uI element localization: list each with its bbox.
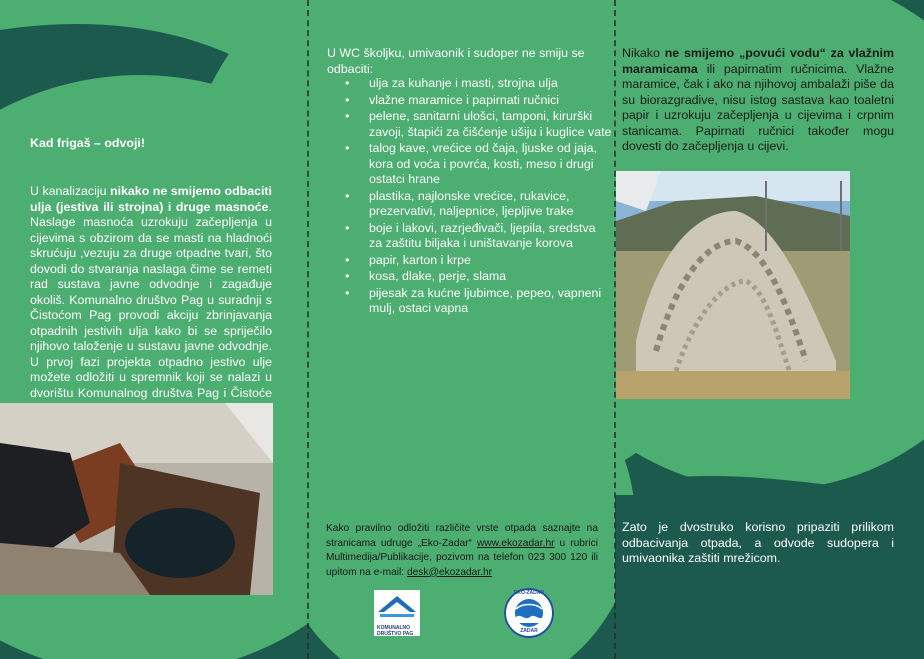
middle-footer-text: Kako pravilno odložiti različite vrste otpada saznajte na stranicama udruge „Eko-Zadar“ www.ekozadar.hr u rubrici Multimedija/Publikacije, pozivom na telefon 023 300 120 ili upitom na e-mail: desk@ekozadar.hr bbox=[326, 523, 598, 578]
list-item: • ulja za kuhanje i masti, strojna ulja bbox=[369, 76, 612, 92]
right-bottom-text: Zato je dvostruko korisno pripaziti prilikom odbacivanja otpada, a odvode sudopera i umivaonika zaštiti mrežicom. bbox=[622, 520, 894, 565]
left-heading: Kad frigaš – odvoji! bbox=[30, 136, 145, 150]
middle-intro: U WC školjku, umivaonik i sudoper ne smiju se odbaciti: bbox=[327, 46, 585, 76]
left-body-text: U kanalizaciju nikako ne smijemo odbaciti ulja (jestiva ili strojna) i druge masnoće. Naslage masnoća uzrokuju začepljenja u cijevima s obzirom da se masti na hladnoći skrućuju ,vezuju za druge otpadne tvari, što dovodi do stvaranja naslaga čime se remeti rad sustava javne odvodnje i zagađuje okoliš. Komunalno društvo Pag u suradnji s Čistoćom Pag provodi akciju zbrinjavanja otpadnih jestivih ulja kako bi se spriječilo njihovo taloženje u sustavu javne odvodnje. U prvoj fazi projekta otpadno jestivo ulje možete odložiti u spremnik koji se nalazi u dvorištu Komunalnog društva Pag i Čistoće bbox=[30, 184, 273, 400]
list-item: • plastika, najlonske vrećice, rukavice, prezervativi, naljepnice, ljepljive trake bbox=[369, 189, 612, 220]
list-item: • vlažne maramice i papirnati ručnici bbox=[369, 93, 612, 109]
komunalno-drustvo-pag-logo bbox=[374, 590, 420, 636]
list-item: • pijesak za kućne ljubimce, pepeo, vapneni mulj, ostaci vapna bbox=[369, 286, 612, 317]
right-body-text: Nikako ne smijemo „povući vodu“ za vlažnim maramicama ili papirnatim ručnicima. Vlažne maramice, čak i ako na njihovoj ambalaži piše da su biorazgradive, nisu istog sastava kao toaletni papir i uzrokuju začepljenja u cijevima i crpnim stanicama. Papirnati ručnici također mogu dovesti do začepljenja u cijevi. bbox=[622, 46, 894, 153]
wipes-pile-photo bbox=[616, 171, 850, 399]
email-link[interactable]: desk@ekozadar.hr bbox=[406, 566, 493, 578]
drain-photo bbox=[0, 403, 273, 595]
eko-zadar-bottom-text: ZADAR bbox=[520, 628, 538, 634]
eko-zadar-top-text: EKO-ZADAR bbox=[514, 590, 544, 596]
website-link[interactable]: www.ekozadar.hr bbox=[476, 537, 555, 549]
list-item: • papir, karton i krpe bbox=[369, 253, 612, 269]
eko-zadar-logo bbox=[503, 587, 555, 639]
logo-roof-icon bbox=[374, 590, 420, 620]
list-item: • pelene, sanitarni ulošci, tamponi, kirurški zavoji, štapići za čišćenje ušiju i kuglice vate bbox=[369, 109, 612, 140]
list-item: • kosa, dlake, perje, slama bbox=[369, 269, 612, 285]
logo1-text: KOMUNALNO DRUŠTVO PAG bbox=[377, 625, 414, 637]
list-item: • talog kave, vrećice od čaja, ljuske od jaja, kora od voća i povrća, kosti, meso i drugi ostatci hrane bbox=[369, 141, 612, 188]
forbidden-items-list bbox=[327, 76, 612, 318]
list-item: • boje i lakovi, razrjeđivači, ljepila, sredstva za zaštitu biljaka i uništavanje korova bbox=[369, 221, 612, 252]
